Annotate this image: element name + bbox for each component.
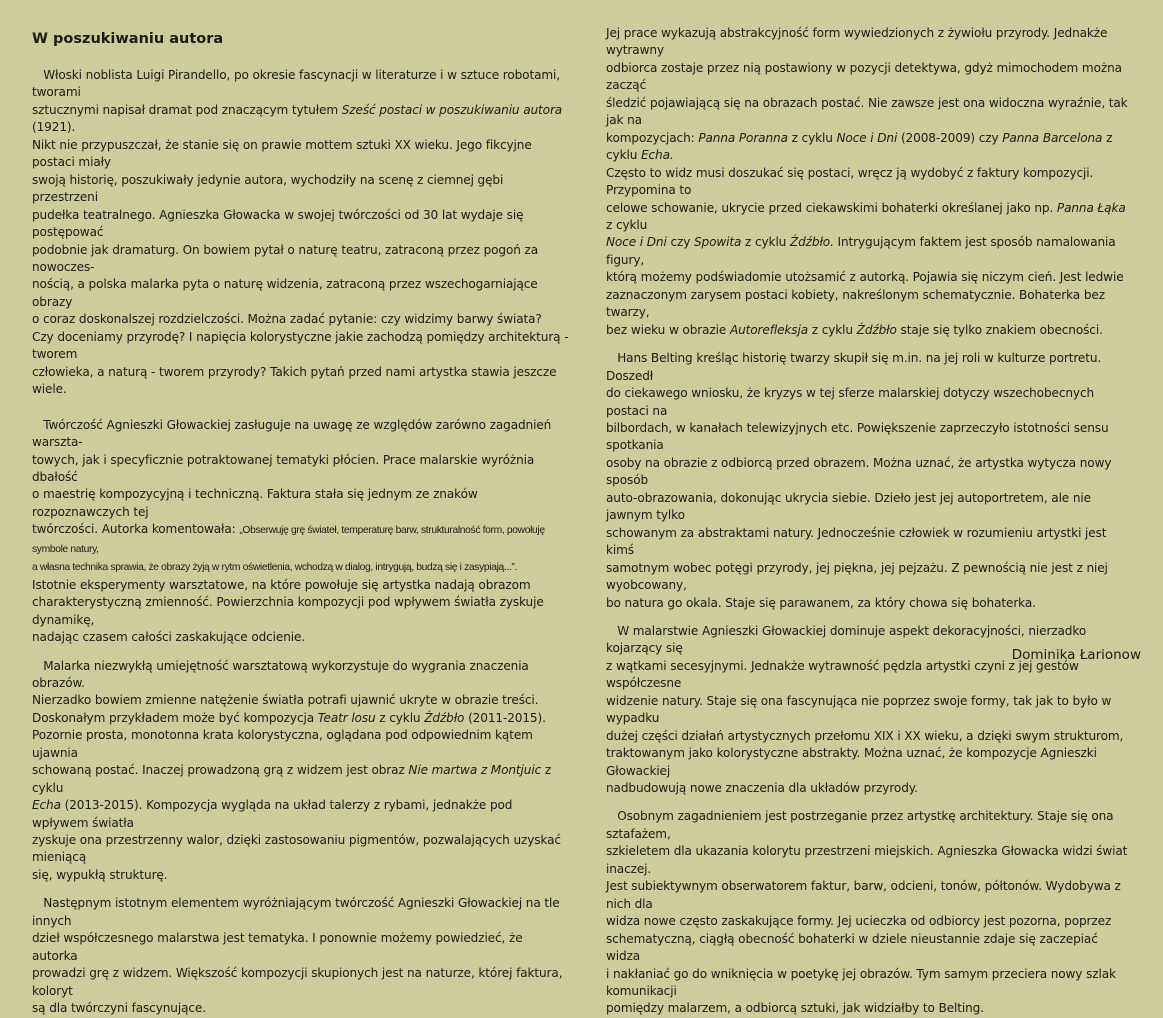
paragraph: Malarka niezwykłą umiejętność warsztatową wykorzystuje do wygrania znaczenia obrazów. Nierzadko bowiem zmienne natężenie światła potrafi ujawnić ukryte w obrazie treści. Doskonałym przykładem może być kompozycja Teatr losu z cyklu Źdźbło (2011-2015). Pozornie prosta, monotonna krata kolorystyczna, oglądana pod odpowiednim kątem ujawnia schowaną postać. Inaczej prowadzoną grą z widzem jest obraz Nie martwa z Montjuic z cyklu Echa (2013-2015). Kompozycja wygląda na układ talerzy z rybami, jednakże pod wpływem światła zyskuje ona przestrzenny walor, dzięki zastosowaniu pigmentów, pozwalających uzyskać mieniącą się, wypukłą strukturę.: [32, 658, 565, 882]
article-title: W poszukiwaniu autora: [32, 31, 224, 47]
paragraph: Jej prace wykazują abstrakcyjność form wywiedzionych z żywiołu przyrody. Jednakże wytrawny odbiorca zostaje przez nią postawiony w pozycji detektywa, gdyż mimochodem można zacząć śledzić pojawiającą się na obrazach postać. Nie zawsze jest ona widoczna wyraźnie, tak jak na kompozycjach: Panna Poranna z cyklu Noce i Dni (2008-2009) czy Panna Barcelona z cyklu Echa. Często to widz musi doszukać się postaci, wręcz ją wydobyć z faktury kompozycji. Przypomina to celowe schowanie, ukrycie przed ciekawskimi bohaterki określanej jako np. Panna Łąka z cyklu Noce i Dni czy Spowita z cyklu Źdźbło. Intrygującym faktem jest sposób namalowania figury, którą możemy podświadomie utożsamić z autorką. Pojawia się niczym cień. Jest ledwie zaznaczonym zarysem postaci kobiety, nakreślonym schematycznie. Bohaterka bez twarzy, bez wieku w obrazie Autorefleksja z cyklu Źdźbło staje się tylko znakiem obecności.: [606, 26, 1132, 337]
left-column: [32, 26, 573, 1018]
paragraph: W malarstwie Agnieszki Głowackiej dominuje aspekt dekoracyjności, nierzadko kojarzący się z wątkami secesyjnymi. Jednakże wytrawność pędzla artystki czyni z jej gestów współczesne widzenie natury. Staje się ona fascynująca nie poprzez swoje formy, tak jak to było w wypadku dużej części działań artystycznych przełomu XIX i XX wieku, a dzięki swym strukturom, traktowanym jako kolorystyczne abstrakty. Można uznać, że kompozycje Agnieszki Głowackiej nadbudowują nowe znaczenia dla układów przyrody.: [606, 623, 1124, 796]
paragraph: Włoski noblista Luigi Pirandello, po okresie fascynacji w literaturze i w sztuce robotami, tworami sztucznymi napisał dramat pod znaczącym tytułem Sześć postaci w poszukiwaniu autora (1921). Nikt nie przypuszczał, że stanie się on prawie mottem sztuki XX wieku. Jego fikcyjne postaci miały swoją historię, poszukiwały jedynie autora, wychodziły na scenę z ciemnej gębi przestrzeni pudełka teatralnego. Agnieszka Głowacka w swojej twórczości od 30 lat wydaje się postępować podobnie jak dramaturg. On bowiem pytał o naturę teatru, zatraconą przez pogoń za nowoczes- nością, a polska malarka pyta o naturę widzenia, zatraconą przez wszechogarniające obrazy o coraz doskonalszej rozdzielczości. Można zadać pytanie: czy widzimy barwy świata? Czy doceniamy przyrodę? I napięcia kolorystyczne jakie zachodzą pomiędzy architekturą - tworem człowieka, a naturą - tworem przyrody? Takich pytań przed nami artystka stawia jeszcze wiele.: [32, 68, 573, 397]
artist-quote: „Obserwuję grę świateł, temperaturę barw, strukturalność form, powołuję symbole natury,: [32, 525, 548, 555]
paragraph: Następnym istotnym elementem wyróżniającym twórczość Agnieszki Głowackiej na tle innych dzieł współczesnego malarstwa jest tematyka. I ponownie możemy powiedzieć, że autorka prowadzi grę z widzem. Większość kompozycji skupionych jest na naturze, której faktura, koloryt są dla twórczyni fascynujące.: [32, 896, 567, 1016]
paragraph: Twórczość Agnieszki Głowackiej zasługuje na uwagę ze względów zarówno zagadnień warszta- towych, jak i specyficznie potraktowanej tematyki płócien. Prace malarskie wyróżnia dbałość o maestrię kompozycyjną i techniczną. Faktura stała się jednym ze znaków rozpoznawczych tej twórczości. Autorka komentowała: „Obserwuję grę świateł, temperaturę barw, strukturalność form, powołuję symbole natury, a własna technika sprawia, że obrazy żyją w rytm oświetlenia, wchodzą w dialog, intrygują, budzą się i zasypiają...”. Istotnie eksperymenty warsztatowe, na które powołuje się artystka nadają obrazom charakterystyczną zmienność. Powierzchnia kompozycji pod wpływem światła zyskuje dynamikę, nadając czasem całości zaskakujące odcienie.: [32, 417, 555, 645]
paragraph: Hans Belting kreśląc historię twarzy skupił się m.in. na jej roli w kulturze portretu. Doszedł do ciekawego wniosku, że kryzys w tej sferze malarskiej dotyczy wszechobecnych postaci na bilbordach, w kanałach telewizyjnych etc. Powiększenie zaprzeczyło istotności sensu spotkania osoby na obrazie z odbiorcą przed obrazem. Można uznać, że artystka wytycza nowy sposób auto-obrazowania, dokonując ukrycia siebie. Dzieło jest jej autoportretem, ale nie jawnym tylko schowanym za abstraktami natury. Jednocześnie człowiek w rozumieniu artystki jest kimś samotnym wobec potęgi przyrody, jej piękna, jej pejzażu. Z pewnością nie jest z niej wyobcowany, bo natura go okala. Staje się parawanem, za który chowa się bohaterka.: [606, 351, 1116, 610]
artist-quote: a własna technika sprawia, że obrazy żyją w rytm oświetlenia, wchodzą w dialog, intrygują, budzą się i zasypiają...”.: [32, 562, 518, 574]
paragraph: Osobnym zagadnieniem jest postrzeganie przez artystkę architektury. Staje się ona sztafażem, szkieletem dla ukazania kolorytu przestrzeni miejskich. Agnieszka Głowacka widzi świat inaczej. Jest subiektywnym obserwatorem faktur, barw, odcieni, tonów, półtonów. Wydobywa z nich dla widza nowe często zaskakujące formy. Jej ucieczka od odbiorcy jest pozorna, poprzez schematyczną, ciągłą obecność bohaterki w dziele nieustannie zdaje się zaczepiać widza i nakłaniać go do wniknięcia w poetykę jej obrazów. Tym samym przeciera nowy szlak komunikacji pomiędzy malarzem, a odbiorcą sztuki, jak widziałby to Belting.: [606, 809, 1132, 1016]
right-column: [606, 25, 1134, 1018]
author-signature: Dominika Łarionow: [1011, 647, 1141, 663]
